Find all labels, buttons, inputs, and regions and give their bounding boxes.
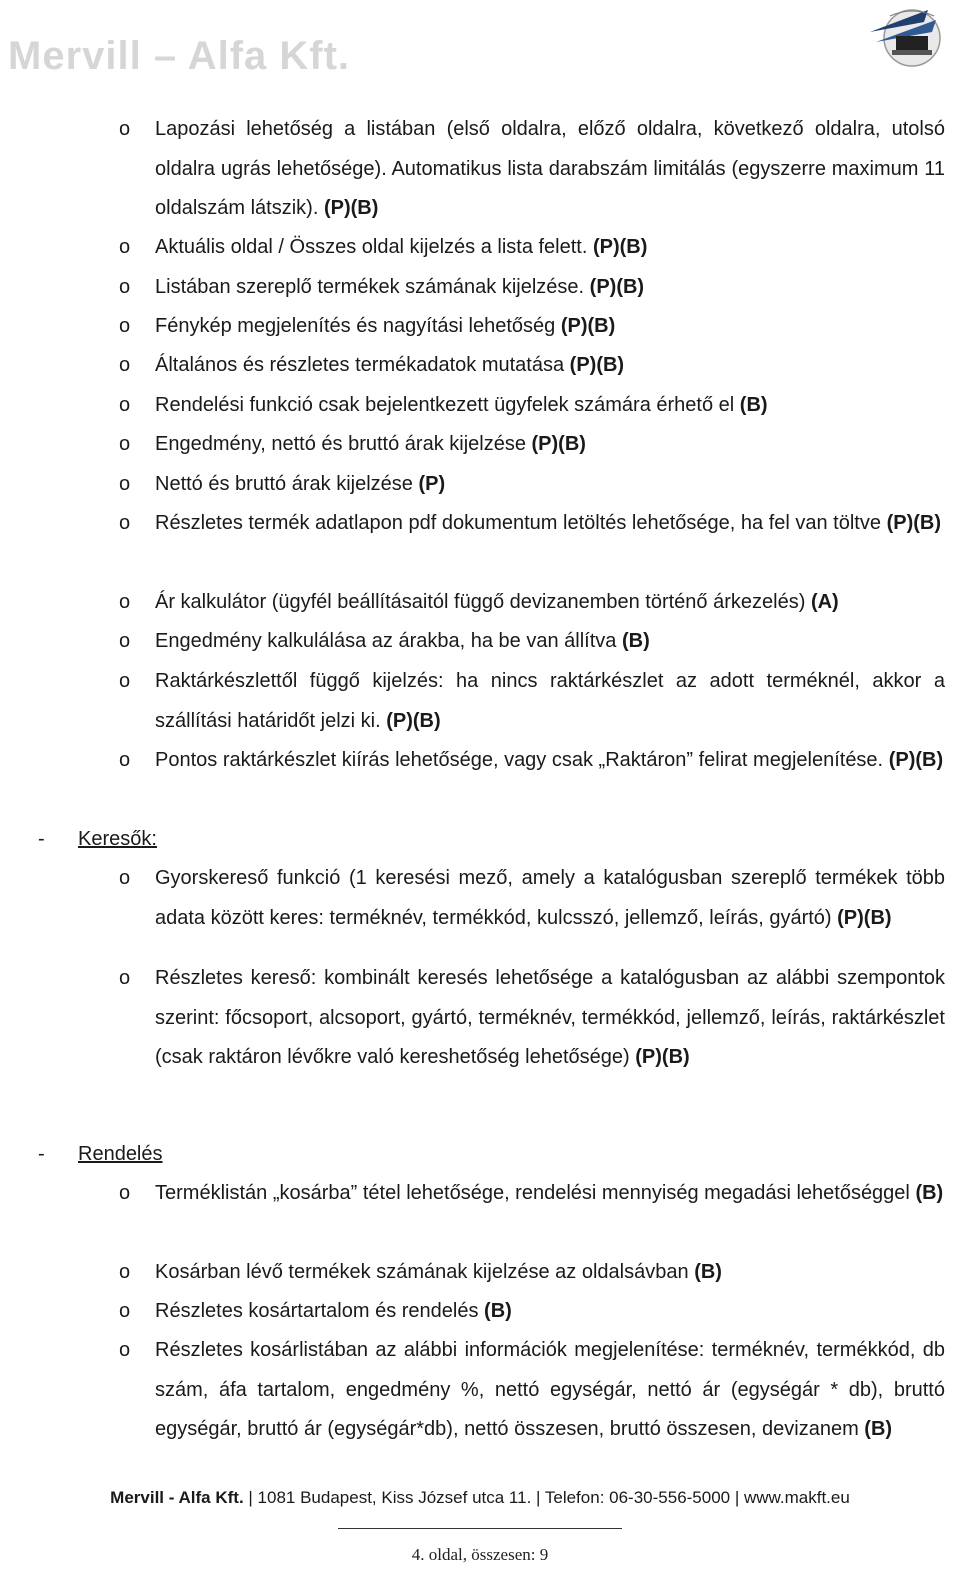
- circle-bullet: o: [119, 433, 131, 455]
- circle-bullet: o: [119, 630, 131, 652]
- circle-bullet: o: [119, 236, 131, 258]
- list-item: [119, 110, 945, 229]
- item-text: Általános és részletes termékadatok mutatása: [155, 354, 565, 376]
- footer-separator: |: [248, 1488, 258, 1507]
- availability-tag: (P)(B): [323, 197, 379, 220]
- list-item: [119, 465, 945, 505]
- item-text: Lapozási lehetőség a listában (első oldalra, előző oldalra, következő oldalra, utolsó oldalra ugrás lehetősége). Automatikus lista darabszám limitálás (egyszerre maximum 11 oldalszám látszik).: [155, 118, 945, 220]
- list-item: [119, 662, 945, 741]
- dash-bullet: -: [38, 828, 45, 850]
- item-text: Gyorskereső funkció (1 keresési mező, amely a katalógusban szereplő termékek több adata között keres: terméknév, termékkód, kulcsszó, jellemző, leírás, gyártó): [155, 867, 945, 929]
- list-item: [119, 1331, 945, 1450]
- list-item: [119, 228, 945, 268]
- list-item: [119, 622, 945, 662]
- list-item-text: [155, 504, 945, 544]
- list-item: [119, 268, 945, 308]
- availability-tag: (B): [621, 630, 650, 652]
- list-item: [119, 425, 945, 465]
- list-item: [119, 959, 945, 1078]
- item-text: Engedmény, nettó és bruttó árak kijelzése: [155, 433, 526, 455]
- circle-bullet: o: [119, 394, 131, 416]
- item-text: Keresők:: [78, 828, 157, 850]
- page-footer: [0, 1488, 960, 1508]
- item-text: Részletes kosárlistában az alábbi információk megjelenítése: terméknév, termékkód, db szám, áfa tartalom, engedmény %, nettó egységár, nettó ár (egységár * db), bruttó egységár, bruttó ár (egységár*db), nettó összesen, bruttó összesen, devizanem: [155, 1339, 945, 1441]
- item-text: Kosárban lévő termékek számának kijelzése az oldalsávban: [155, 1261, 689, 1283]
- list-item: [119, 504, 945, 544]
- circle-bullet: o: [119, 1339, 131, 1361]
- list-item-text: [155, 741, 945, 781]
- list-item: [119, 583, 945, 623]
- list-item: [119, 741, 945, 781]
- list-item-text: [155, 622, 945, 662]
- circle-bullet: o: [119, 967, 131, 989]
- item-text: Aktuális oldal / Összes oldal kijelzés a lista felett.: [155, 236, 588, 258]
- availability-tag: (P)(B): [560, 315, 616, 337]
- item-text: Listában szereplő termékek számának kijelzése.: [155, 276, 585, 298]
- circle-bullet: o: [119, 867, 131, 889]
- availability-tag: (P)(B): [386, 709, 441, 732]
- list-item: [119, 386, 945, 426]
- item-text: Pontos raktárkészlet kiírás lehetősége, vagy csak „Raktáron” felirat megjelenítése.: [155, 749, 884, 771]
- circle-bullet: o: [119, 1261, 131, 1283]
- list-item-text: [155, 959, 945, 1078]
- item-text: Terméklistán „kosárba” tétel lehetősége, rendelési mennyiség megadási lehetőséggel: [155, 1182, 910, 1204]
- availability-tag: (B): [915, 1182, 944, 1204]
- list-item-text: [155, 1253, 945, 1293]
- list-item-text: [155, 1331, 945, 1450]
- footer-address: 1081 Budapest, Kiss József utca 11.: [257, 1488, 532, 1507]
- item-text: Rendelési funkció csak bejelentkezett ügyfelek számára érhető el: [155, 394, 735, 416]
- item-text: Részletes kereső: kombinált keresés lehetősége a katalógusban az alábbi szempontok szerint: főcsoport, alcsoport, gyártó, terméknév, termékkód, jellemző, leírás, raktárkészlet (csak raktáron lévőkre való kereshetőség lehetősége): [155, 967, 945, 1069]
- list-item-text: [155, 583, 945, 623]
- item-text: Fénykép megjelenítés és nagyítási lehetőség: [155, 315, 556, 337]
- availability-tag: (P)(B): [589, 276, 645, 298]
- circle-bullet: o: [119, 473, 131, 495]
- list-item: [119, 1174, 945, 1214]
- document-header-title: Mervill – Alfa Kft.: [8, 34, 351, 78]
- circle-bullet: o: [119, 591, 131, 613]
- circle-bullet: o: [119, 118, 131, 140]
- section-heading: [38, 1135, 938, 1175]
- list-item-text: [155, 1174, 945, 1214]
- circle-bullet: o: [119, 1182, 131, 1204]
- list-item-text: [155, 268, 945, 308]
- footer-company: Mervill - Alfa Kft.: [110, 1488, 244, 1507]
- availability-tag: (P)(B): [888, 749, 944, 771]
- company-logo-icon: [866, 2, 946, 70]
- list-item: [119, 1253, 945, 1293]
- dash-bullet: -: [38, 1143, 45, 1165]
- item-text: Rendelés: [78, 1143, 163, 1165]
- availability-tag: (B): [694, 1261, 722, 1283]
- list-item-text: [155, 662, 945, 741]
- list-item-text: [155, 228, 945, 268]
- availability-tag: (P)(B): [569, 354, 625, 376]
- list-item-text: [155, 346, 945, 386]
- section-heading: [38, 820, 938, 860]
- availability-tag: (P)(B): [886, 512, 941, 534]
- footer-separator: |: [536, 1488, 545, 1507]
- availability-tag: (A): [810, 591, 839, 613]
- availability-tag: (B): [864, 1418, 893, 1441]
- availability-tag: (P)(B): [531, 433, 586, 455]
- list-item: [119, 1292, 945, 1332]
- item-text: Részletes termék adatlapon pdf dokumentum letöltés lehetősége, ha fel van töltve: [155, 512, 881, 534]
- item-text: Engedmény kalkulálása az árakba, ha be van állítva: [155, 630, 617, 652]
- footer-phone: Telefon: 06-30-556-5000: [544, 1488, 731, 1507]
- footer-divider: [338, 1528, 622, 1529]
- availability-tag: (P)(B): [635, 1046, 690, 1069]
- section-heading-text: [78, 820, 938, 860]
- availability-tag: (B): [739, 394, 768, 416]
- circle-bullet: o: [119, 276, 131, 298]
- page-number: 4. oldal, összesen: 9: [411, 1545, 549, 1564]
- footer-website: www.makft.eu: [744, 1488, 850, 1507]
- list-item-text: [155, 465, 945, 505]
- circle-bullet: o: [119, 512, 131, 534]
- footer-separator: |: [734, 1488, 744, 1507]
- availability-tag: (P)(B): [837, 906, 892, 929]
- list-item: [119, 307, 945, 347]
- list-item-text: [155, 386, 945, 426]
- circle-bullet: o: [119, 670, 131, 692]
- item-text: Raktárkészlettől függő kijelzés: ha nincs raktárkészlet az adott terméknél, akkor a szállítási határidőt jelzi ki.: [155, 670, 945, 732]
- list-item-text: [155, 110, 945, 229]
- availability-tag: (B): [484, 1300, 512, 1322]
- circle-bullet: o: [119, 315, 131, 337]
- list-item-text: [155, 307, 945, 347]
- list-item-text: [155, 425, 945, 465]
- item-text: Részletes kosártartalom és rendelés: [155, 1300, 479, 1322]
- list-item: [119, 859, 945, 938]
- item-text: Nettó és bruttó árak kijelzése: [155, 473, 413, 495]
- list-item-text: [155, 1292, 945, 1332]
- availability-tag: (P): [418, 473, 446, 495]
- item-text: Ár kalkulátor (ügyfél beállításaitól függő devizanemben történő árkezelés): [155, 591, 806, 613]
- section-heading-text: [78, 1135, 938, 1175]
- circle-bullet: o: [119, 1300, 131, 1322]
- list-item-text: [155, 859, 945, 938]
- circle-bullet: o: [119, 354, 131, 376]
- availability-tag: (P)(B): [592, 236, 648, 258]
- circle-bullet: o: [119, 749, 131, 771]
- list-item: [119, 346, 945, 386]
